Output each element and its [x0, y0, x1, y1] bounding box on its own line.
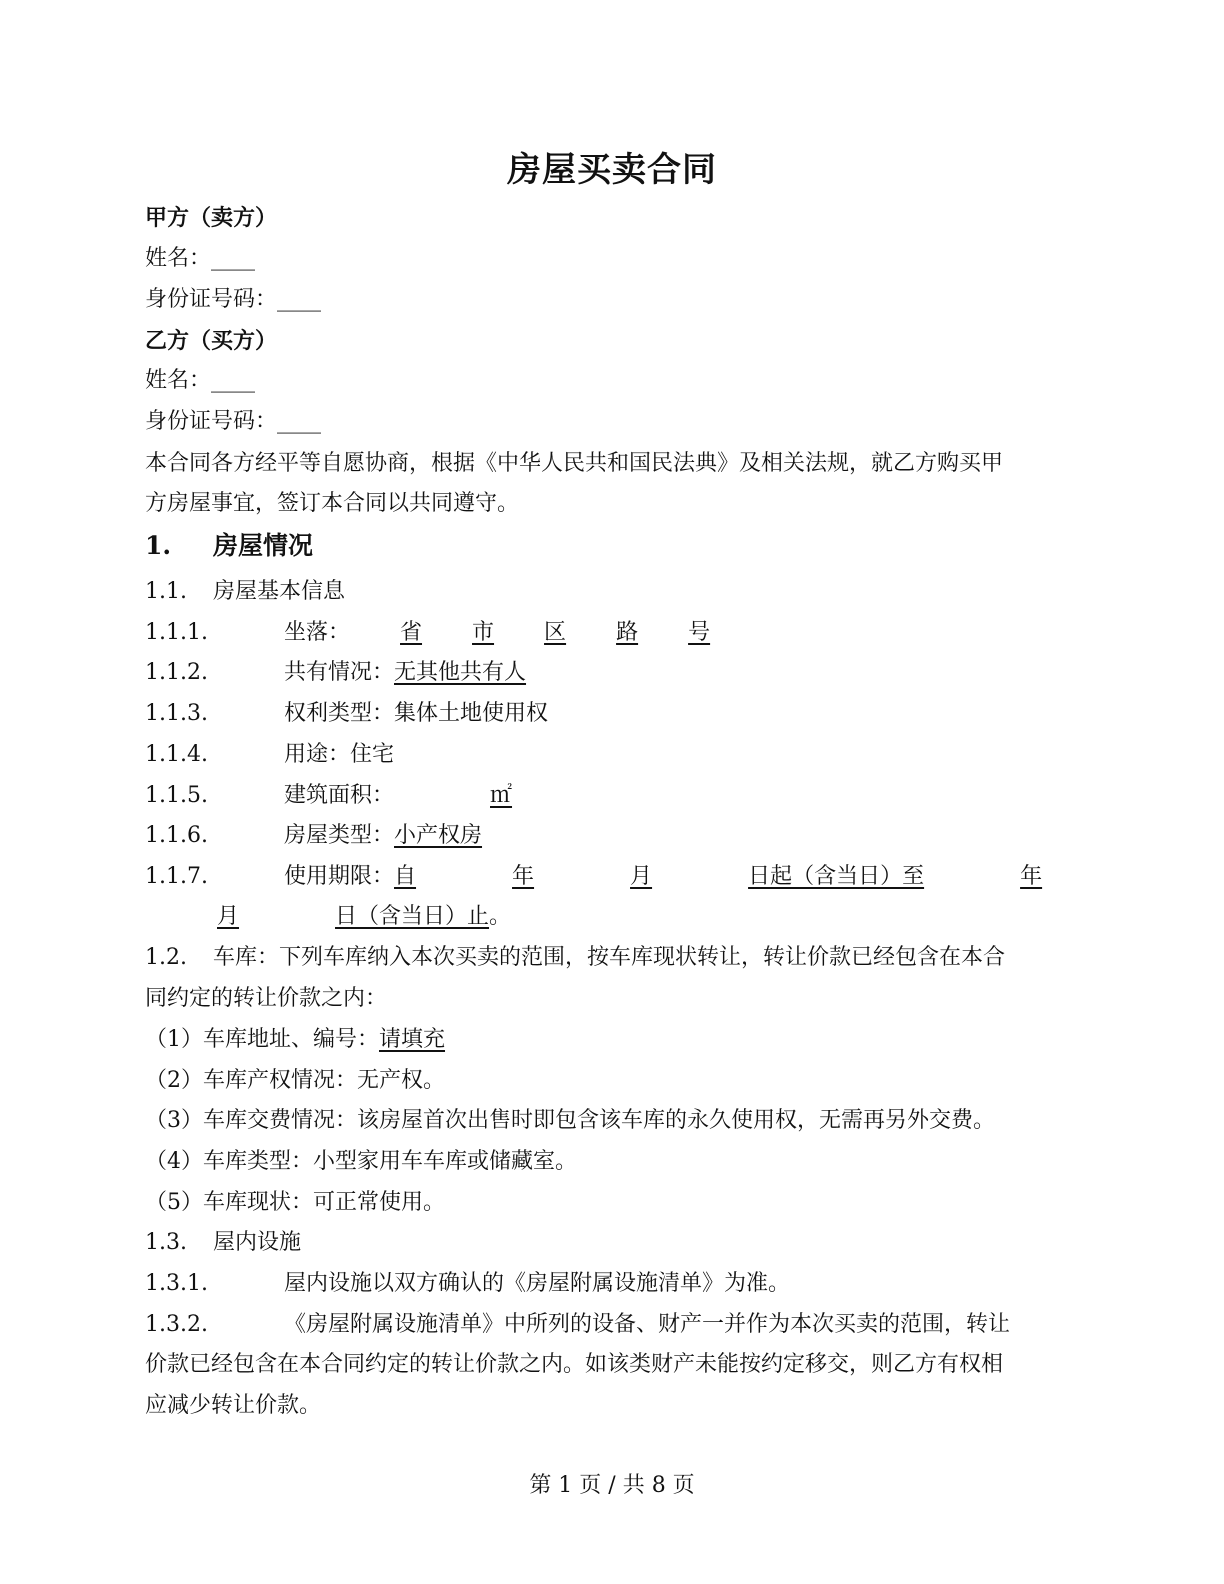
garage-ownership-row: （2）车库产权情况：无产权。: [145, 1068, 445, 1093]
co-ownership-value: 无其他共有人: [394, 660, 527, 685]
party-b-name-row: [145, 366, 1085, 396]
section-1-1-heading: [145, 577, 1085, 607]
term-blank-line-1: 自 年 月 日起（含当日）至 年: [394, 864, 1043, 889]
section-1-3-title: 屋内设施: [213, 1230, 302, 1255]
item-1-3-1-number: 1.3.1.: [145, 1271, 208, 1296]
section-1-2-number: 1.2.: [145, 945, 187, 970]
item-1-1-7-continued: 月 日（含当日）止。: [145, 902, 1085, 932]
garage-address-value: 请填充: [379, 1027, 446, 1052]
party-a-name-label: 姓名：: [145, 246, 212, 271]
page-footer: 第 1 页 / 共 8 页: [529, 1473, 695, 1498]
garage-address-row: [145, 1025, 1085, 1055]
term-blank-line-2: 月 日（含当日）止: [217, 904, 490, 929]
item-1-1-5-label: 建筑面积：: [284, 783, 395, 808]
item-1-3-2-line-3: 应减少转让价款。: [145, 1393, 322, 1418]
section-1-heading: [145, 531, 1085, 561]
location-province: 省: [400, 620, 423, 645]
item-1-1-4-label: 用途：: [284, 742, 351, 767]
area-unit: ㎡: [490, 783, 513, 808]
section-1-title: 房屋情况: [213, 531, 314, 560]
item-1-1-3: [145, 699, 1085, 729]
item-1-1-6-label: 房屋类型：: [284, 823, 395, 848]
location-city: 市: [472, 620, 495, 645]
item-1-1-7: [145, 862, 1085, 892]
section-1-2-line-2: 同约定的转让价款之内：: [145, 986, 388, 1011]
item-1-1-1-number: 1.1.1.: [145, 620, 208, 645]
party-b-id-label: 身份证号码：: [145, 409, 278, 434]
item-1-1-5-number: 1.1.5.: [145, 783, 208, 808]
party-a-id-value: ____: [277, 287, 322, 312]
party-a-id-label: 身份证号码：: [145, 287, 278, 312]
party-b-id-value: ____: [277, 409, 322, 434]
party-b-id-row: [145, 407, 1085, 437]
party-a-name-value: ____: [211, 246, 256, 271]
preamble-line-2: 方房屋事宜，签订本合同以共同遵守。: [145, 491, 520, 516]
garage-type-row: （4）车库类型：小型家用车车库或储藏室。: [145, 1149, 577, 1174]
party-b-heading: 乙方（买方）: [145, 328, 278, 354]
section-1-2-line-1: 1.2. 车库：下列车库纳入本次买卖的范围，按车库现状转让，转让价款已经包含在本合: [145, 943, 1085, 973]
section-1-3-heading: [145, 1228, 1085, 1258]
item-1-1-6: [145, 821, 1085, 851]
location-road: 路: [616, 620, 639, 645]
party-b-name-value: ____: [211, 368, 256, 393]
item-1-3-2-line-2: 价款已经包含在本合同约定的转让价款之内。如该类财产未能按约定移交，则乙方有权相: [145, 1352, 1004, 1377]
party-a-heading: 甲方（卖方）: [145, 205, 278, 231]
party-b-name-label: 姓名：: [145, 368, 212, 393]
party-a-name-row: [145, 244, 1085, 274]
garage-fee-row: （3）车库交费情况：该房屋首次出售时即包含该车库的永久使用权，无需再另外交费。: [145, 1108, 995, 1133]
usage-value: 住宅: [350, 742, 395, 767]
item-1-1-4: [145, 740, 1085, 770]
item-1-1-4-number: 1.1.4.: [145, 742, 208, 767]
location-blank: [350, 620, 710, 645]
party-a-id-row: [145, 285, 1085, 315]
section-1-1-number: 1.1.: [145, 579, 187, 604]
item-1-1-7-number: 1.1.7.: [145, 864, 208, 889]
item-1-1-3-number: 1.1.3.: [145, 701, 208, 726]
preamble-line-1: 本合同各方经平等自愿协商，根据《中华人民共和国民法典》及相关法规，就乙方购买甲: [145, 451, 1004, 476]
item-1-1-2: [145, 658, 1085, 688]
item-1-1-7-label: 使用期限：: [284, 864, 395, 889]
document-title: 房屋买卖合同: [507, 150, 717, 190]
right-type-value: 集体土地使用权: [394, 701, 549, 726]
item-1-1-6-number: 1.1.6.: [145, 823, 208, 848]
section-1-3-number: 1.3.: [145, 1230, 187, 1255]
location-number: 号: [688, 620, 711, 645]
item-1-1-2-number: 1.1.2.: [145, 660, 208, 685]
section-1-number: 1.: [145, 531, 172, 560]
location-district: 区: [544, 620, 567, 645]
garage-status-row: （5）车库现状：可正常使用。: [145, 1190, 445, 1215]
item-1-3-1: 1.3.1. 屋内设施以双方确认的《房屋附属设施清单》为准。: [145, 1269, 1085, 1299]
item-1-1-1-label: 坐落：: [284, 620, 351, 645]
item-1-1-5: [145, 781, 1085, 811]
section-1-1-title: 房屋基本信息: [213, 579, 346, 604]
garage-address-label: （1）车库地址、编号：: [145, 1027, 379, 1052]
item-1-1-2-label: 共有情况：: [284, 660, 395, 685]
item-1-1-1: [145, 618, 1085, 648]
item-1-3-2-number: 1.3.2.: [145, 1312, 208, 1337]
item-1-3-2: 1.3.2. 《房屋附属设施清单》中所列的设备、财产一并作为本次买卖的范围，转让: [145, 1310, 1085, 1340]
area-blank: [394, 783, 512, 808]
item-1-1-3-label: 权利类型：: [284, 701, 395, 726]
house-type-value: 小产权房: [394, 823, 483, 848]
